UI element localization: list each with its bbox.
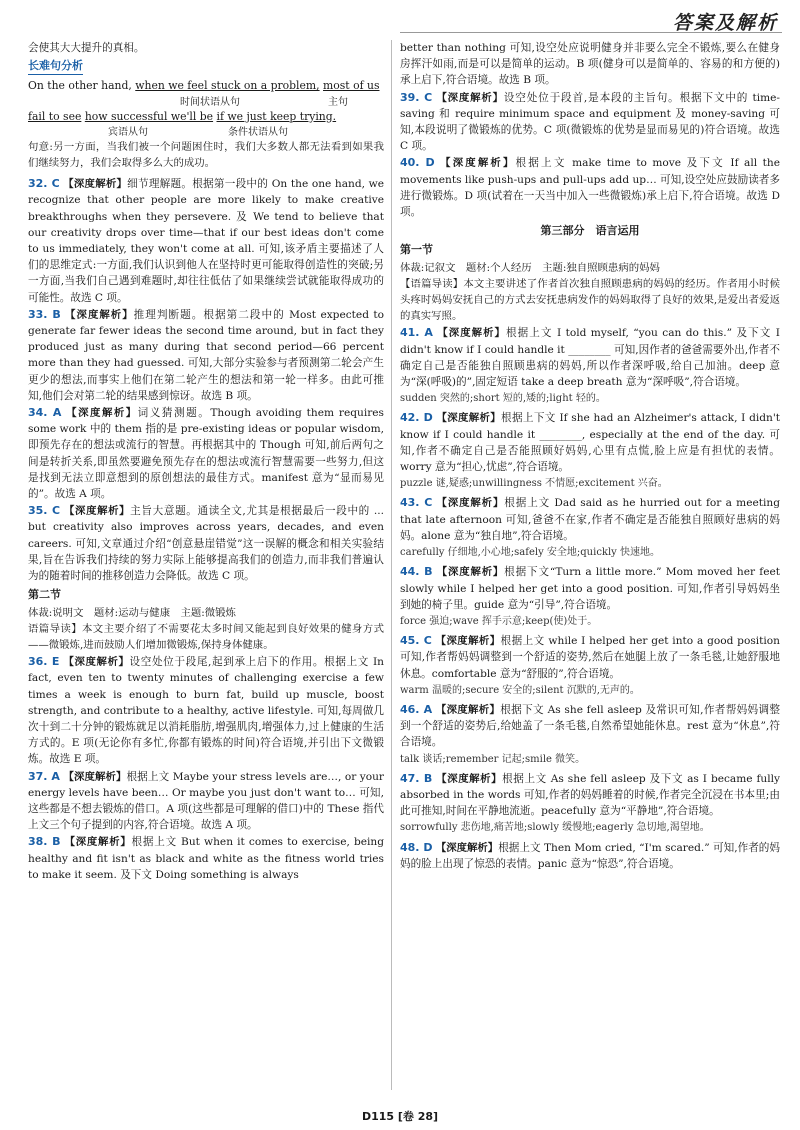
question-number: 32. C xyxy=(28,177,60,191)
analysis-body: 主旨大意题。通读全文,尤其是根据最后一段中的 ... but creativity also improves across years, decades, and even careers. 可知,文章通过介绍“创意悬崖错觉”这一误解的概念和相关实验结果,旨在告诉我们持续的努力实际上能够提高我们的创造力,而非我们普遍认为的随着时间的推移创造力会降低。故选 C 项。 xyxy=(28,505,385,583)
question-number: 34. A xyxy=(28,406,62,420)
page-header-title: 答案及解析 xyxy=(672,12,778,34)
answer-39 xyxy=(400,90,780,155)
question-number: 37. A xyxy=(28,769,60,783)
analysis-tag: 【深度解析】 xyxy=(63,656,130,669)
left-column xyxy=(28,40,384,884)
answer-40 xyxy=(400,155,780,220)
answer-35 xyxy=(28,503,384,584)
column-divider xyxy=(391,40,392,1090)
options-44: force 强迫;wave 挥手示意;keep(使)处于。 xyxy=(400,615,598,627)
section-1-meta: 体裁:记叙文 题材:个人经历 主题:独自照顾患病的妈妈 xyxy=(400,261,660,274)
long-sentence-analysis-title: 长难句分析 xyxy=(28,58,83,75)
question-number: 48. D xyxy=(400,840,433,854)
question-number: 43. C xyxy=(400,496,433,510)
sentence-labels-1 xyxy=(28,95,384,109)
analysis-body: 推理判断题。根据第二段中的 Most expected to generate far fewer ideas the second time around, but in fact they produced just as many during that second period—66 percent more than they had guessed. 可知,大部分实验参与者预测第二轮会产生更少的想法,而事实上他们在第二轮产生的想法和第一轮一样多。由此可推知,他们会对第二轮的结果感到惊讶。故选 B 项。 xyxy=(28,308,385,402)
question-number: 44. B xyxy=(400,565,433,579)
analysis-tag: 【深度解析】 xyxy=(65,308,134,321)
analysis-body: 根据上下文 If she had an Alzheimer's attack, I didn't know if I could handle it ________, especially at the end of the day. 可知,作者不确定自己是否能照顾好妈妈,心里有点慌,脸上应是有担忧的表情。worry 意为“担心,忧虑”,符合语境。 xyxy=(400,412,781,474)
analysis-body: 根据上文 make time to move 及下文 If all the movements like push-ups and pull-ups add up… 可知,设空处应鼓励读者多进行微锻炼。D 项(试着在一天当中加入一些微锻炼)承上启下,符合语境。故选 D 项。 xyxy=(400,157,781,219)
analysis-tag: 【深度解析】 xyxy=(66,407,138,420)
sentence-line-1 xyxy=(28,78,384,94)
analysis-body: 根据上文 Then Mom cried, “I'm scared.” 可知,作者的妈妈的脸上出现了惊恐的表情。panic 意为“惊恐”,符合语境。 xyxy=(400,841,780,870)
question-number: 42. D xyxy=(400,411,433,425)
analysis-body: 根据上文 Dad said as he hurried out for a meeting that late afternoon 可知,爸爸不在家,作者不确定是否能独自照顾好患病的妈妈。alone 意为“独自地”,符合语境。 xyxy=(400,497,781,542)
continued-text: 会使其大大提升的真相。 xyxy=(28,42,145,54)
section-2-guide: 语篇导读】本文主要介绍了不需要花太多时间又能起到良好效果的健身方式——微锻炼,进而鼓励人们增加微锻炼,保持身体健康。 xyxy=(28,622,384,651)
analysis-tag: 【深度解析】 xyxy=(440,157,516,170)
answer-46 xyxy=(400,702,780,751)
options-46: talk 谈话;remember 记起;smile 微笑。 xyxy=(400,753,586,765)
analysis-body: 根据上文 Maybe your stress levels are…, or your energy levels have been… Or maybe you just don't want to… 可知,这些都是不想去锻炼的借口。A 项(这些都是可理解的借口)中的 These 指代上文三个句子提到的内容,符合语境。故选 A 项。 xyxy=(28,770,384,832)
answer-33 xyxy=(28,307,384,404)
sentence-part: when we feel stuck on a problem, xyxy=(135,79,320,93)
analysis-tag: 【深度解析】 xyxy=(436,566,505,579)
clause-label: 主句 xyxy=(328,96,348,108)
answer-36 xyxy=(28,654,384,767)
sentence-part: if we just keep trying. xyxy=(216,109,337,123)
question-number: 41. A xyxy=(400,326,433,340)
question-number: 46. A xyxy=(400,702,433,716)
options-45: warm 温暖的;secure 安全的;silent 沉默的,无声的。 xyxy=(400,684,640,696)
question-number: 38. B xyxy=(28,835,61,849)
analysis-tag: 【深度解析】 xyxy=(435,841,499,854)
sentence-part: how successful we'll be xyxy=(84,109,214,123)
question-number: 47. B xyxy=(400,771,433,785)
options-41: sudden 突然的;short 短的,矮的;light 轻的。 xyxy=(400,393,606,405)
analysis-body: 根据上文 But when it comes to exercise, being healthy and fit isn't as black and white as the fitness world tries to make it seem. 及下文 Doing something is always xyxy=(28,836,385,881)
sentence-part: most of us xyxy=(323,79,380,93)
section-2-heading: 第二节 xyxy=(28,588,61,602)
analysis-tag: 【深度解析】 xyxy=(435,635,501,648)
analysis-tag: 【深度解析】 xyxy=(64,505,131,518)
header-rule xyxy=(400,32,782,33)
analysis-tag: 【深度解析】 xyxy=(436,497,505,510)
sentence-part: On the other hand, xyxy=(28,79,132,93)
analysis-body: 设空处位于段尾,起到承上启下的作用。根据上文 In fact, even ten to twenty minutes of challenging exercise a few times a week is enough to burn fat, build up muscle, boost strength, and contribute to a healthy, active lifestyle. 可知,每周做几次十到二十分钟的锻炼就足以消耗脂肪,增强肌肉,增强体力,过上健康的生活方式的。E 项(无论你有多忙,你都有锻炼的时间)符合语境,并引出下文微锻炼。故选 E 项。 xyxy=(28,656,384,766)
analysis-body: 词义猜测题。Though avoiding them requires some work 中的 them 指的是 pre-existing ideas or popular wisdom,即预先存在的想法或流行的智慧。再根据其中的 Though 可知,前后两句之间是转折关系,即虽然要避免预先存在的想法或流行智慧需要一些努力,但这是找到无法立即意想到的原创想法的最佳方式。manifest 意为“显而易见的”。故选 A 项。 xyxy=(28,407,384,501)
answer-48 xyxy=(400,840,780,872)
sentence-part: fail to see xyxy=(28,109,82,123)
question-number: 36. E xyxy=(28,655,60,669)
analysis-body: 根据下文“Turn a little more.” Mom moved her feet slowly while I helped her get into a good position. 可知,作者引导妈妈坐到她的椅子里。guide 意为“引导”,符合语境。 xyxy=(400,566,780,611)
question-number: 35. C xyxy=(28,504,61,518)
question-number: 39. C xyxy=(400,90,433,104)
analysis-tag: 【深度解析】 xyxy=(63,178,128,191)
answer-34 xyxy=(28,405,384,502)
analysis-body: 根据上文 I told myself, “you can do this.” 及下文 I didn't know if I could handle it ________ 可知,因作者的爸爸需要外出,作者不确定自己是否能独自照顾患病的妈妈,所以作者深呼吸,给自己加油。deep 意为“深(呼吸)的”,固定短语 take a deep breath 意为“深呼吸”,符合语境。 xyxy=(400,327,780,389)
question-number: 40. D xyxy=(400,156,435,170)
analysis-body: 设空处位于段首,是本段的主旨句。根据下文中的 time-saving 和 require minimum space and equipment 及 money-saving 可知,本段说明了微锻炼的优势。C 项(微锻炼的优势是显而易见的)符合语境。故选 C 项。 xyxy=(400,91,780,153)
question-number: 45. C xyxy=(400,634,432,648)
analysis-tag: 【深度解析】 xyxy=(63,770,127,783)
analysis-tag: 【深度解析】 xyxy=(437,327,506,340)
question-number: 33. B xyxy=(28,307,61,321)
answer-45 xyxy=(400,633,780,682)
answer-32 xyxy=(28,176,384,306)
answer-38-continued: better than nothing 可知,设空处应说明健身并非要么完全不锻炼,要么在健身房挥汗如雨,而是可以是简单的运动。B 项(健身可以是简单的、容易的和方便的)承上启下,符合语境。故选 B 项。 xyxy=(400,42,780,87)
section-1-guide: 【语篇导读】本文主要讲述了作者首次独自照顾患病的妈妈的经历。作者用小时候头疼时妈妈安抚自己的方式去安抚患病发作的妈妈取得了良好的效果,是爱出者爱返的真实写照。 xyxy=(400,277,780,323)
analysis-tag: 【深度解析】 xyxy=(436,91,504,104)
answer-41 xyxy=(400,325,780,390)
answer-38 xyxy=(28,834,384,883)
options-47: sorrowfully 悲伤地,痛苦地;slowly 缓慢地;eagerly 急切地,渴望地。 xyxy=(400,822,710,834)
analysis-body: 根据上文 As she fell asleep 及下文 as I became fully absorbed in the words 可知,作者的妈妈睡着的时候,作者完全沉浸在书本里;由此可推知,时间在平静地流逝。peacefully 意为“平静地”,符合语境。 xyxy=(400,772,781,818)
sentence-labels-2 xyxy=(28,125,384,139)
clause-label: 条件状语从句 xyxy=(228,126,288,138)
answer-42 xyxy=(400,410,780,475)
sentence-line-2 xyxy=(28,109,384,125)
section-2-meta: 体裁:说明文 题材:运动与健康 主题:微锻炼 xyxy=(28,606,236,619)
clause-label: 时间状语从句 xyxy=(180,96,240,108)
answer-47 xyxy=(400,771,780,820)
analysis-body: 细节理解题。根据第一段中的 On the one hand, we recognize that other people are more likely to make creative breakthroughs when they persevere. 及 We tend to believe that our creativity drops over time—that if our best ideas don't come to us immediately, they won't come at all. 可知,该矛盾主要描述了人们的思维定式:一方面,我们认识到他人在坚持时更可能取得创造性的突破;另一方面,当我们自己遇到难题时,却往往低估了如果继续尝试就能取得成功的可能性。故选 C 项。 xyxy=(28,178,384,304)
right-column xyxy=(400,40,780,873)
options-42: puzzle 谜,疑惑;unwillingness 不情愿;excitement 兴奋。 xyxy=(400,478,668,490)
analysis-tag: 【深度解析】 xyxy=(436,412,502,425)
section-1-heading: 第一节 xyxy=(400,243,433,257)
part-3-heading: 第三部分 语言运用 xyxy=(540,224,640,238)
sentence-translation: 句意:另一方面，当我们被一个问题困住时，我们大多数人都无法看到如果我们继续努力，我们会取得多么大的成功。 xyxy=(28,140,384,170)
analysis-tag: 【深度解析】 xyxy=(435,703,501,716)
options-43: carefully 仔细地,小心地;safely 安全地;quickly 快速地。 xyxy=(400,547,661,559)
analysis-body: 根据上文 while I helped her get into a good position 可知,作者帮妈妈调整到一个舒适的姿势,然后在她腿上放了一条毛毯,让她舒服地休息。comfortable 意为“舒服的”,符合语境。 xyxy=(400,635,781,680)
answer-43 xyxy=(400,495,780,544)
analysis-body: 根据下文 As she fell asleep 及常识可知,作者帮妈妈调整到一个舒适的姿势后,给她盖了一条毛毯,自然希望她能休息。rest 意为“休息”,符合语境。 xyxy=(400,703,780,749)
clause-label: 宾语从句 xyxy=(108,126,148,138)
answer-37 xyxy=(28,769,384,834)
answer-44 xyxy=(400,564,780,613)
page-number: D115 [卷 28] xyxy=(361,1110,439,1123)
analysis-tag: 【深度解析】 xyxy=(436,772,503,785)
analysis-tag: 【深度解析】 xyxy=(64,836,132,849)
